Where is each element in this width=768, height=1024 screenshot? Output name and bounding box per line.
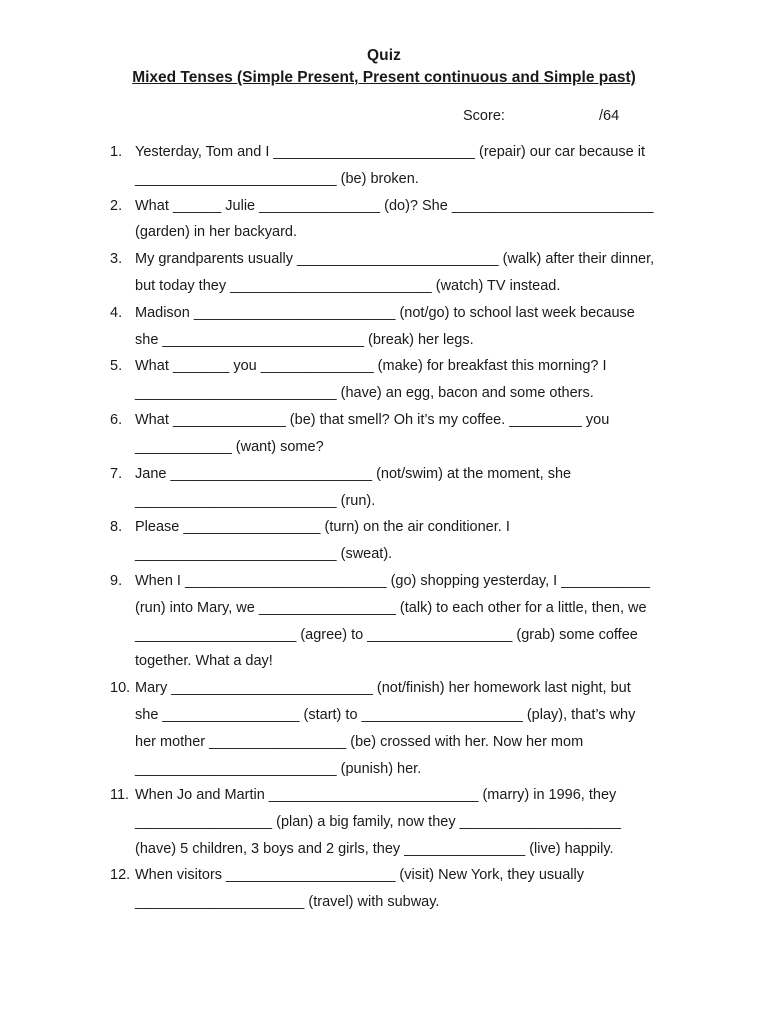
question-line: What _______ you ______________ (make) for breakfast this morning? I (135, 358, 607, 374)
question-line: When visitors _____________________ (visit) New York, they usually (135, 867, 584, 883)
question-line: but today they _________________________ (watch) TV instead. (135, 278, 561, 294)
question-line: _________________________ (sweat). (135, 546, 393, 562)
question-line: Yesterday, Tom and I _________________________ (repair) our car because it (135, 144, 646, 160)
question-line: she _________________________ (break) her legs. (135, 332, 474, 348)
question-number: 11. (110, 787, 130, 803)
question-line: When Jo and Martin __________________________ (marry) in 1996, they (135, 787, 617, 803)
question-line: (have) 5 children, 3 boys and 2 girls, they _______________ (live) happily. (135, 841, 614, 857)
question-line: Please _________________ (turn) on the air conditioner. I (135, 519, 510, 535)
question-line: Mary _________________________ (not/finish) her homework last night, but (135, 680, 631, 696)
question-line: ____________ (want) some? (135, 439, 324, 455)
score-label: Score: (463, 108, 505, 124)
question-line: What ______ Julie _______________ (do)? She _________________________ (135, 198, 654, 214)
question-number: 4. (110, 305, 123, 321)
question-number: 9. (110, 573, 123, 589)
question-line: _________________________ (punish) her. (135, 761, 422, 777)
question-line: My grandparents usually _________________________ (walk) after their dinner, (135, 251, 655, 267)
question-number: 10. (110, 680, 131, 696)
question-line: _________________________ (run). (135, 493, 376, 509)
question-line: together. What a day! (135, 653, 273, 669)
question-number: 1. (110, 144, 123, 160)
question-line: she _________________ (start) to ____________________ (play), that’s why (135, 707, 636, 723)
question-line: Jane _________________________ (not/swim) at the moment, she (135, 466, 572, 482)
question-line: When I _________________________ (go) shopping yesterday, I ___________ (135, 573, 650, 589)
quiz-title: Quiz (367, 47, 401, 64)
question-number: 7. (110, 466, 123, 482)
question-number: 6. (110, 412, 123, 428)
question-line: Madison _________________________ (not/go) to school last week because (135, 305, 635, 321)
question-line: _________________________ (have) an egg, bacon and some others. (135, 385, 594, 401)
quiz-subtitle: Mixed Tenses (Simple Present, Present continuous and Simple past) (132, 69, 636, 86)
question-number: 12. (110, 867, 131, 883)
question-number: 2. (110, 198, 123, 214)
question-line: _____________________ (travel) with subway. (135, 894, 440, 910)
score-total: /64 (599, 108, 620, 124)
question-number: 5. (110, 358, 123, 374)
question-line: (run) into Mary, we _________________ (talk) to each other for a little, then, we (135, 600, 647, 616)
question-line: What ______________ (be) that smell? Oh it’s my coffee. _________ you (135, 412, 610, 428)
question-line: (garden) in her backyard. (135, 224, 297, 240)
question-line: _________________________ (be) broken. (135, 171, 419, 187)
question-number: 3. (110, 251, 123, 267)
question-line: ____________________ (agree) to __________________ (grab) some coffee (135, 627, 638, 643)
question-line: _________________ (plan) a big family, now they ____________________ (135, 814, 621, 830)
question-number: 8. (110, 519, 123, 535)
question-line: her mother _________________ (be) crossed with her. Now her mom (135, 734, 584, 750)
